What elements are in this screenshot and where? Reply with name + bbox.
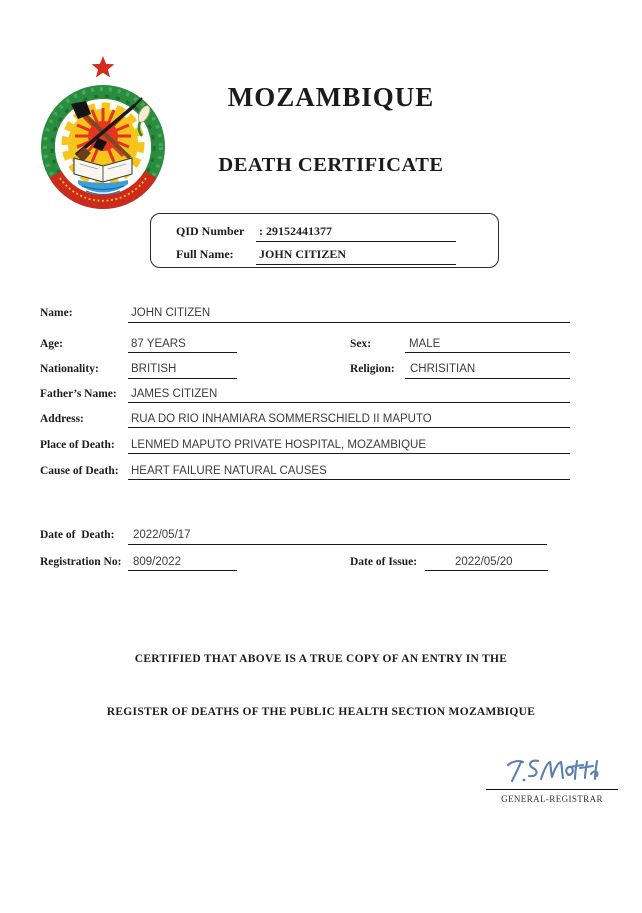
date-of-issue-label: Date of Issue: — [350, 556, 418, 568]
country-title: MOZAMBIQUE — [227, 82, 435, 112]
nationality-underline — [128, 378, 237, 379]
date-of-death-underline — [128, 544, 547, 545]
full-name-label: Full Name: — [176, 247, 234, 261]
place-of-death-value: LENMED MAPUTO PRIVATE HOSPITAL, MOZAMBIQUE — [131, 439, 426, 451]
registration-no-value: 809/2022 — [133, 556, 181, 568]
nationality-value: BRITISH — [131, 363, 177, 375]
certification-line-2: REGISTER OF DEATHS OF THE PUBLIC HEALTH SECTION MOZAMBIQUE — [106, 706, 536, 718]
religion-underline — [405, 378, 570, 379]
sex-label: Sex: — [350, 338, 372, 350]
place-of-death-label: Place of Death: — [40, 439, 115, 451]
certification-line-1: CERTIFIED THAT ABOVE IS A TRUE COPY OF AN ENTRY IN THE — [134, 653, 508, 665]
age-value: 87 YEARS — [131, 338, 186, 350]
name-label: Name: — [40, 307, 73, 319]
address-value: RUA DO RIO INHAMIARA SOMMERSCHIELD II MAPUTO — [131, 413, 432, 425]
document-title: DEATH CERTIFICATE — [218, 154, 444, 176]
date-of-issue-underline — [425, 570, 548, 571]
age-underline — [128, 352, 237, 353]
date-of-issue-value: 2022/05/20 — [455, 556, 513, 568]
cause-of-death-underline — [128, 479, 570, 480]
mozambique-coat-of-arms-icon — [38, 52, 168, 216]
age-label: Age: — [40, 338, 63, 350]
address-underline — [128, 427, 570, 428]
qid-number-underline — [256, 241, 456, 242]
father-name-underline — [128, 402, 570, 403]
cause-of-death-label: Cause of Death: — [40, 465, 119, 477]
sex-underline — [405, 352, 570, 353]
address-label: Address: — [40, 413, 84, 425]
date-of-death-label: Date of Death: — [40, 529, 115, 541]
place-of-death-underline — [128, 453, 570, 454]
cause-of-death-value: HEART FAILURE NATURAL CAUSES — [131, 465, 327, 477]
signature-line — [486, 789, 618, 790]
full-name-underline — [256, 264, 456, 265]
religion-label: Religion: — [350, 363, 395, 375]
signatory-title: GENERAL-REGISTRAR — [501, 794, 603, 804]
name-underline — [128, 322, 570, 323]
registrar-signature — [505, 753, 601, 787]
father-name-value: JAMES CITIZEN — [131, 388, 218, 400]
sex-value: MALE — [409, 338, 441, 350]
qid-box — [150, 213, 499, 268]
full-name-value: JOHN CITIZEN — [259, 247, 347, 261]
nationality-label: Nationality: — [40, 363, 99, 375]
qid-number-label: QID Number — [176, 224, 245, 238]
date-of-death-value: 2022/05/17 — [133, 529, 191, 541]
name-value: JOHN CITIZEN — [131, 307, 211, 319]
registration-no-underline — [128, 570, 237, 571]
qid-number-value: : 29152441377 — [259, 224, 332, 238]
father-name-label: Father’s Name: — [40, 388, 117, 400]
religion-value: CHRISITIAN — [410, 363, 476, 375]
registration-no-label: Registration No: — [40, 556, 122, 568]
